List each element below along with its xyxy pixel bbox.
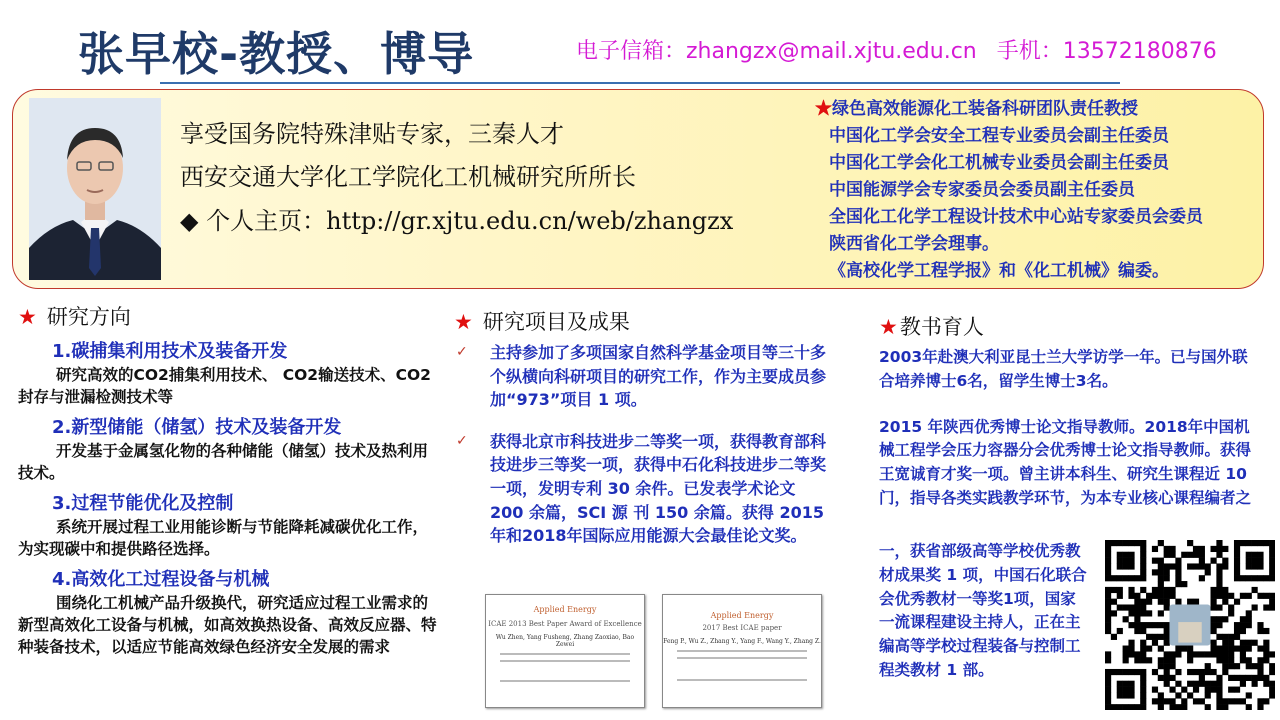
- checkmark-icon: ✓: [456, 344, 468, 360]
- portrait-photo: [29, 98, 161, 280]
- role-item: 中国化工学会安全工程专业委员会副主任委员: [829, 126, 1169, 146]
- role-item: 中国能源学会专家委员会委员副主任委员: [829, 180, 1135, 200]
- title-divider: [160, 82, 1120, 84]
- contact-info: [576, 34, 1217, 65]
- research-item-body: 系统开展过程工业用能诊断与节能降耗减碳优化工作，为实现碳中和提供路径选择。: [18, 518, 429, 558]
- star-icon: ★: [815, 99, 832, 119]
- research-item-title: 2.新型储能（储氢）技术及装备开发: [52, 417, 342, 438]
- role-item: 陕西省化工学会理事。: [829, 234, 999, 254]
- phone-text: 手机：13572180876: [996, 39, 1217, 64]
- research-heading: ★ 研究方向: [18, 305, 131, 329]
- research-column: [18, 340, 438, 666]
- diamond-bullet: ◆: [180, 207, 199, 235]
- project-item: ✓ 主持参加了多项国家自然科学基金项目等三十多个纵横向科研项目的研究工作，作为主要成员参加“973”项目 1 项。: [456, 343, 827, 410]
- project-item: ✓ 获得北京市科技进步二等奖一项，获得教育部科技进步三等奖一项，获得中石化科技进步二等奖一项，发明专利 30 余件。已发表学术论文 200 余篇，SCI 源 刊 150 余篇。获得 2015 年和2018年国际应用能源大会最佳论文奖。: [456, 431, 827, 546]
- role-item: 《高校化学工程学报》和《化工机械》编委。: [829, 261, 1169, 281]
- projects-column: [456, 341, 834, 566]
- role-list: [815, 96, 1260, 285]
- checkmark-icon: ✓: [456, 432, 468, 449]
- qr-code-icon[interactable]: [1105, 540, 1275, 710]
- teaching-heading: ★教书育人: [879, 315, 984, 339]
- star-icon: ★: [18, 305, 37, 329]
- homepage-label: 个人主页：: [206, 207, 327, 235]
- teaching-column: [879, 346, 1259, 511]
- star-icon: ★: [879, 315, 898, 339]
- homepage-link[interactable]: http://gr.xjtu.edu.cn/web/zhangzx: [326, 207, 734, 235]
- research-item-body: 研究高效的CO2捕集利用技术、 CO2输送技术、CO2封存与泄漏检测技术等: [18, 366, 431, 406]
- honor-line: 享受国务院特殊津贴专家，三秦人才: [180, 120, 564, 148]
- homepage-line: [180, 201, 733, 236]
- star-icon: ★: [454, 310, 473, 334]
- research-item-body: 围绕化工机械产品升级换代，研究适应过程工业需求的新型高效化工设备与机械，如高效换热设备、高效反应器、特种装备技术，以适应节能高效绿色经济安全发展的需求: [18, 594, 437, 656]
- projects-heading: ★ 研究项目及成果: [454, 310, 630, 334]
- teaching-paragraph: 2003年赴澳大利亚昆士兰大学访学一年。已与国外联合培养博士6名，留学生博士3名。: [879, 348, 1248, 390]
- certificate-image: Applied Energy ICAE 2013 Best Paper Award of Excellence Wu Zhen, Yang Fusheng, Zhang Zaoxiao, Bao Zewei: [485, 594, 645, 708]
- email-text[interactable]: 电子信箱：zhangzx@mail.xjtu.edu.cn: [576, 39, 977, 64]
- page-title: 张早校-教授、博导: [78, 27, 475, 81]
- research-item-title: 3.过程节能优化及控制: [52, 493, 234, 514]
- research-item-body: 开发基于金属氢化物的各种储能（储氢）技术及热利用技术。: [18, 442, 429, 482]
- role-item: 全国化工化学工程设计技术中心站专家委员会委员: [829, 207, 1203, 227]
- research-item-title: 1.碳捕集利用技术及装备开发: [52, 341, 288, 362]
- certificate-image: Applied Energy 2017 Best ICAE paper Feng P., Wu Z., Zhang Y., Yang F., Wang Y., Zhang Z.: [662, 594, 822, 708]
- position-line: 西安交通大学化工学院化工机械研究所所长: [180, 163, 636, 191]
- role-item: ★绿色高效能源化工装备科研团队责任教授: [815, 99, 1138, 119]
- teaching-paragraph: 2015 年陕西优秀博士论文指导教师。2018年中国机械工程学会压力容器分会优秀博士论文指导教师。获得王宽诚育才奖一项。曾主讲本科生、研究生课程近 10 门，指导各类实践教学环节，为本专业核心课程编者之: [879, 417, 1252, 507]
- teaching-paragraph-wrapped: 一，获省部级高等学校优秀教材成果奖 1 项，中国石化联合会优秀教材一等奖1项，国家一流课程建设主持人，正在主编高等学校过程装备与控制工程类教材 1 部。: [879, 542, 1087, 679]
- role-item: 中国化工学会化工机械专业委员会副主任委员: [829, 153, 1169, 173]
- research-item-title: 4.高效化工过程设备与机械: [52, 569, 270, 590]
